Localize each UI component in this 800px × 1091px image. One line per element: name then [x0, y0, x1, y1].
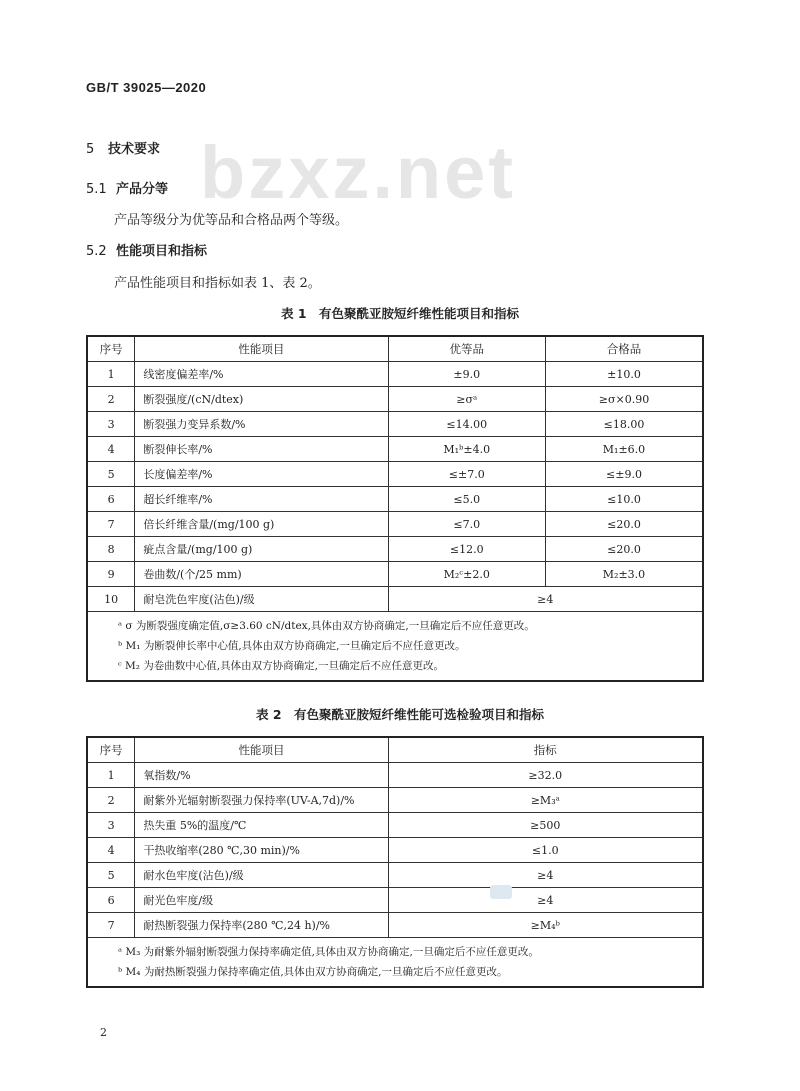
table-row: [87, 888, 703, 913]
table-row: [87, 763, 703, 788]
table-row: [87, 462, 703, 487]
table-1-caption: 表 1 有色聚酰亚胺短纤维性能项目和指标: [280, 306, 520, 321]
cell-index: 4: [87, 838, 135, 863]
table-row: [87, 387, 703, 412]
footnote: ᵇ M₄ 为耐热断裂强力保持率确定值,具体由双方协商确定,一旦确定后不应任意更改。: [118, 966, 508, 978]
cell-value: ≥4: [388, 863, 703, 888]
cell-superior: M₂ᶜ±2.0: [388, 562, 545, 587]
cell-index: 7: [87, 512, 135, 537]
table-row: [87, 788, 703, 813]
cell-index: 7: [87, 913, 135, 938]
cell-index: 5: [87, 462, 135, 487]
table-notes-row: [87, 938, 703, 988]
cell-item: 卷曲数/(个/25 mm): [135, 562, 388, 587]
cell-value: ≥M₃ᵃ: [388, 788, 703, 813]
cell-index: 2: [87, 387, 135, 412]
cell-merged-value: ≥4: [388, 587, 703, 612]
column-header: 性能项目: [135, 737, 388, 763]
standard-id: GB/T 39025—2020: [86, 80, 207, 95]
cell-index: 2: [87, 788, 135, 813]
cell-index: 5: [87, 863, 135, 888]
table-row: [87, 537, 703, 562]
table-row: [87, 512, 703, 537]
cell-superior: ≤12.0: [388, 537, 545, 562]
footnote: ᵃ M₃ 为耐紫外辐射断裂强力保持率确定值,具体由双方协商确定,一旦确定后不应任意更改。: [118, 946, 539, 958]
cell-value: ≥500: [388, 813, 703, 838]
column-header: 指标: [388, 737, 703, 763]
cell-item: 耐水色牢度(沾色)/级: [135, 863, 388, 888]
cell-item: 断裂强力变异系数/%: [135, 412, 388, 437]
cell-qualified: ≤18.00: [545, 412, 703, 437]
cell-index: 1: [87, 763, 135, 788]
cell-item: 热失重 5%的温度/℃: [135, 813, 388, 838]
table-row: [87, 587, 703, 612]
cell-item: 断裂强度/(cN/dtex): [135, 387, 388, 412]
table-notes-row: [87, 612, 703, 682]
table-row: [87, 838, 703, 863]
cell-value: ≥M₄ᵇ: [388, 913, 703, 938]
cell-value: ≥32.0: [388, 763, 703, 788]
table-1: [86, 335, 704, 682]
cell-superior: ≤7.0: [388, 512, 545, 537]
cell-qualified: M₁±6.0: [545, 437, 703, 462]
cell-superior: ≤5.0: [388, 487, 545, 512]
cell-index: 3: [87, 412, 135, 437]
watermark: bzxz.net: [200, 131, 516, 214]
table-row: [87, 412, 703, 437]
cell-item: 干热收缩率(280 ℃,30 min)/%: [135, 838, 388, 863]
cell-item: 超长纤维率/%: [135, 487, 388, 512]
cell-superior: ≤14.00: [388, 412, 545, 437]
table-row: [87, 487, 703, 512]
cell-qualified: ≤10.0: [545, 487, 703, 512]
footnote: ᶜ M₂ 为卷曲数中心值,具体由双方协商确定,一旦确定后不应任意更改。: [118, 660, 444, 672]
cell-qualified: ±10.0: [545, 362, 703, 387]
section-number: 5: [86, 142, 95, 157]
cell-qualified: ≥σ×0.90: [545, 387, 703, 412]
footnote: ᵃ σ 为断裂强度确定值,σ≥3.60 cN/dtex,具体由双方协商确定,一旦确定后不应任意更改。: [118, 620, 535, 632]
cell-qualified: ≤20.0: [545, 512, 703, 537]
cell-index: 1: [87, 362, 135, 387]
page-number: 2: [100, 1026, 107, 1039]
section-number: 5.2: [86, 244, 107, 259]
cell-superior: ≥σᵃ: [388, 387, 545, 412]
footnote: ᵇ M₁ 为断裂伸长率中心值,具体由双方协商确定,一旦确定后不应任意更改。: [118, 640, 466, 652]
cell-superior: M₁ᵇ±4.0: [388, 437, 545, 462]
section-5-heading: [86, 138, 160, 157]
column-header: 序号: [87, 336, 135, 362]
table-header-row: [87, 737, 703, 763]
table-row: [87, 437, 703, 462]
cell-value: ≥4: [388, 888, 703, 913]
column-header: 优等品: [388, 336, 545, 362]
table-header-row: [87, 336, 703, 362]
cell-index: 10: [87, 587, 135, 612]
section-5-1-heading: [86, 178, 168, 197]
cell-index: 6: [87, 487, 135, 512]
section-5-1-text: 产品等级分为优等品和合格品两个等级。: [114, 213, 349, 228]
cell-item: 疵点含量/(mg/100 g): [135, 537, 388, 562]
cell-item: 倍长纤维含量/(mg/100 g): [135, 512, 388, 537]
cell-index: 3: [87, 813, 135, 838]
table-row: [87, 913, 703, 938]
cell-superior: ±9.0: [388, 362, 545, 387]
cell-superior: ≤±7.0: [388, 462, 545, 487]
watermark-stamp-icon: [490, 885, 512, 899]
table-row: [87, 813, 703, 838]
table-2-caption: 表 2 有色聚酰亚胺短纤维性能可选检验项目和指标: [255, 707, 545, 722]
table-row: [87, 562, 703, 587]
cell-item: 长度偏差率/%: [135, 462, 388, 487]
table-row: [87, 362, 703, 387]
cell-qualified: ≤±9.0: [545, 462, 703, 487]
column-header: 合格品: [545, 336, 703, 362]
cell-item: 耐热断裂强力保持率(280 ℃,24 h)/%: [135, 913, 388, 938]
section-5-2-heading: [86, 240, 207, 259]
column-header: 性能项目: [135, 336, 388, 362]
section-5-2-text: 产品性能项目和指标如表 1、表 2。: [114, 276, 321, 291]
table-2: [86, 736, 704, 988]
section-number: 5.1: [86, 182, 107, 197]
cell-qualified: M₂±3.0: [545, 562, 703, 587]
column-header: 序号: [87, 737, 135, 763]
cell-item: 断裂伸长率/%: [135, 437, 388, 462]
table-notes: [87, 612, 703, 682]
cell-qualified: ≤20.0: [545, 537, 703, 562]
cell-index: 9: [87, 562, 135, 587]
cell-item: 耐紫外光辐射断裂强力保持率(UV-A,7d)/%: [135, 788, 388, 813]
cell-item: 耐光色牢度/级: [135, 888, 388, 913]
cell-item: 耐皂洗色牢度(沾色)/级: [135, 587, 388, 612]
table-row: [87, 863, 703, 888]
cell-item: 线密度偏差率/%: [135, 362, 388, 387]
cell-index: 8: [87, 537, 135, 562]
table-notes: [87, 938, 703, 988]
section-title: 产品分等: [116, 182, 169, 197]
cell-item: 氧指数/%: [135, 763, 388, 788]
section-title: 技术要求: [108, 142, 161, 157]
section-title: 性能项目和指标: [116, 244, 208, 259]
cell-index: 4: [87, 437, 135, 462]
cell-index: 6: [87, 888, 135, 913]
cell-value: ≤1.0: [388, 838, 703, 863]
